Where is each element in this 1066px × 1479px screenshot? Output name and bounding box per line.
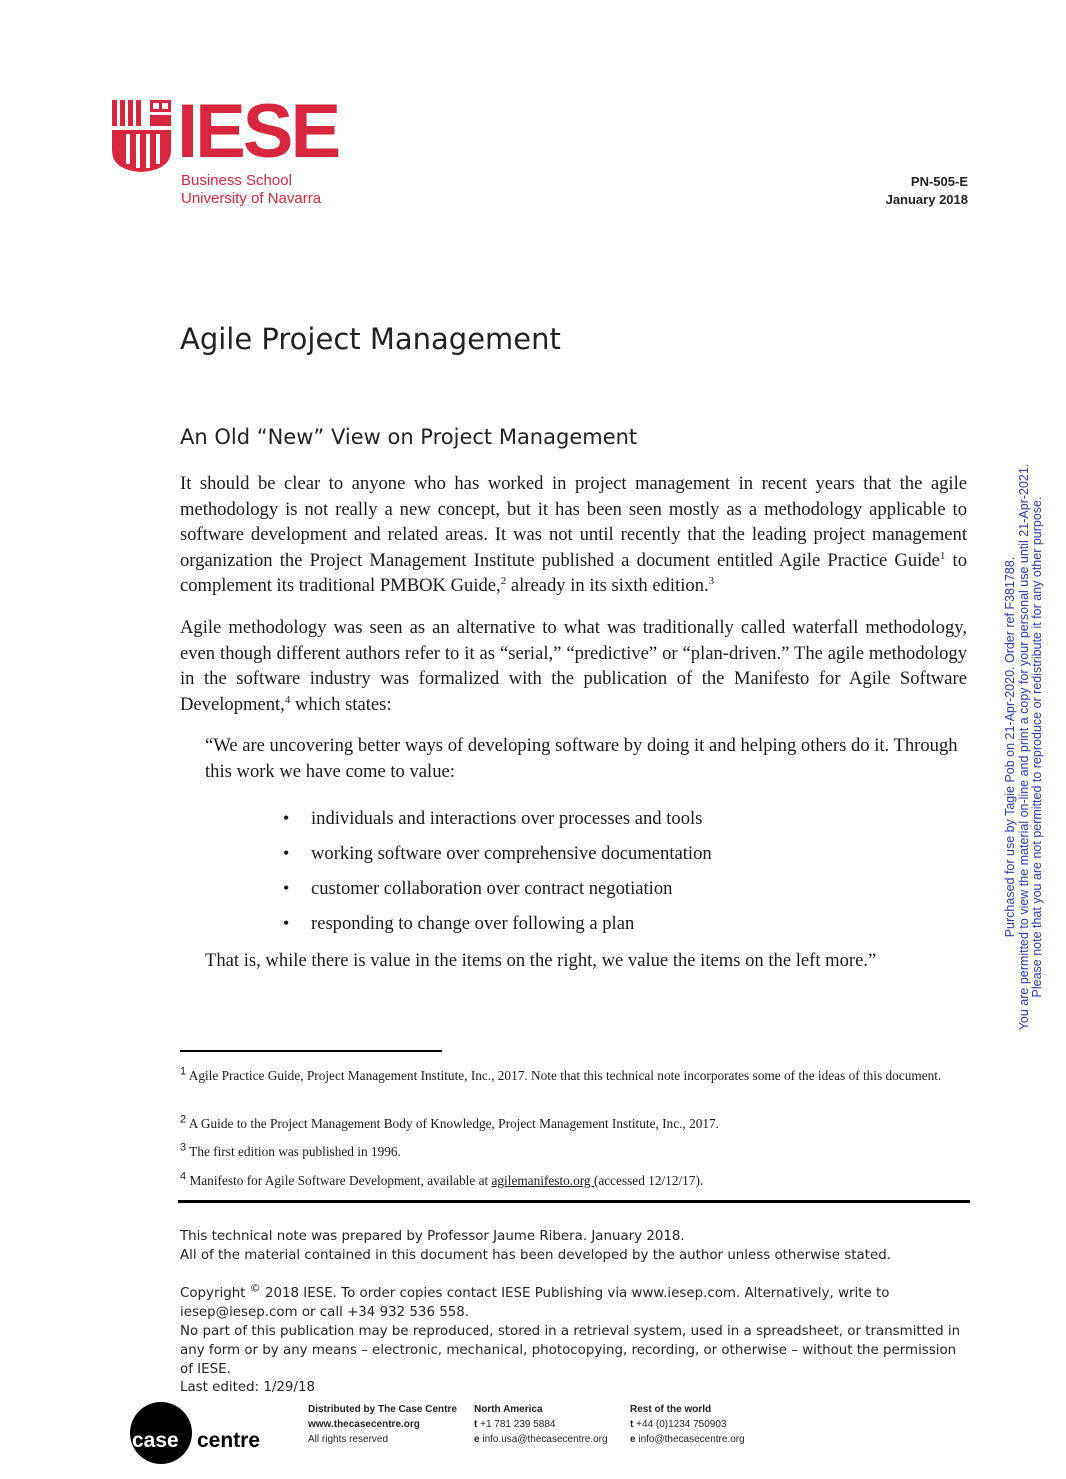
logo-case-text: case: [132, 1429, 179, 1452]
prepared-by-note: This technical note was prepared by Professor Jaume Ribera. January 2018. All of the material contained in this document has been developed by the author unless otherwise stated.: [180, 1229, 891, 1263]
footnote-ref-1: 1: [939, 549, 946, 562]
paragraph-1: It should be clear to anyone who has worked in project management in recent years that the agile methodology is not really a new concept, but it has been seen mostly as a methodology applicable to software development and related areas. It was not until recently that the leading project management organization the Project Management Institute published a document entitled Agile Practice Guide$^1$ to complement its traditional PMBOK Guide,$^2$ already in its sixth edition.$^3$: [180, 473, 967, 596]
last-edited: Last edited: 1/29/18: [180, 1380, 315, 1395]
manifesto-quote-intro: “We are uncovering better ways of developing software by doing it and helping others do it. Through this work we have come to value:: [205, 735, 958, 782]
footnote-4: $^4$ Manifesto for Agile Software Development, available at agilemanifesto.org (accessed 12/12/17).: [180, 1170, 704, 1188]
logo-subtitle: Business School University of Navarra: [181, 172, 322, 207]
purchase-watermark: Purchased for use by Tagie Pob on 21-Apr-2020. Order ref F381788. You are permitted to view the material on-line and print a copy for your personal use until 21-Apr-2021. Please note that you are not permitted to reproduce or redistribute it for any other purpose.: [1003, 463, 1044, 1031]
list-item: • customer collaboration over contract negotiation: [283, 871, 712, 906]
page-title: Agile Project Management: [180, 322, 561, 356]
footnote-ref-4: 4: [284, 693, 291, 706]
footnote-ref-3: 3: [708, 574, 715, 587]
section-divider: [178, 1200, 970, 1203]
logo-wordmark: IESE: [177, 89, 339, 174]
footnote-1: $^1$ Agile Practice Guide, Project Management Institute, Inc., 2017. Note that this technical note incorporates some of the ideas of this document.: [180, 1065, 942, 1083]
doc-date: January 2018: [885, 192, 968, 207]
footnote-ref-2: 2: [500, 574, 507, 587]
case-centre-logo: [130, 1402, 270, 1464]
doc-code: PN-505-E: [910, 174, 968, 189]
list-item: • responding to change over following a plan: [283, 906, 712, 941]
logo-centre-text: centre: [197, 1429, 261, 1452]
shield-icon: [112, 100, 171, 172]
footnote-2: $^2$ A Guide to the Project Management Body of Knowledge, Project Management Institute, Inc., 2017.: [180, 1113, 719, 1131]
agile-manifesto-link[interactable]: agilemanifesto.org: [491, 1173, 594, 1188]
case-centre-distribution: Distributed by The Case Centre www.thecasecentre.org All rights reserved: [308, 1404, 457, 1445]
list-item: • working software over comprehensive documentation: [283, 836, 712, 871]
footnote-divider: [180, 1050, 442, 1052]
case-centre-north-america: North America t +1 781 239 5884 e info.usa@thecasecentre.org: [474, 1404, 608, 1445]
section-title: An Old “New” View on Project Management: [180, 425, 638, 449]
manifesto-values-list: [283, 801, 712, 941]
list-item: • individuals and interactions over processes and tools: [283, 801, 712, 836]
footnote-3: $^3$ The first edition was published in 1996.: [180, 1141, 401, 1159]
document-id: [886, 173, 968, 209]
copyright-notice: Copyright © 2018 IESE. To order copies contact IESE Publishing via www.iesep.com. Alternatively, write to iesep@iesep.com or call +34 932 536 558. No part of this publication may be reproduced, stored in a retrieval system, used in a spreadsheet, or transmitted in any form or by any means – electronic, mechanical, photocopying, recording, or otherwise – without the permission of IESE.: [180, 1281, 961, 1377]
manifesto-quote-end: That is, while there is value in the items on the right, we value the items on the left more.”: [205, 950, 877, 971]
paragraph-2: Agile methodology was seen as an alternative to what was traditionally called waterfall methodology, even though different authors refer to it as “serial,” “predictive” or “plan-driven.” The agile methodology in the software industry was formalized with the publication of the Manifesto for Agile Software Development,$^4$ which states:: [180, 617, 967, 715]
case-centre-rest-of-world: Rest of the world t +44 (0)1234 750903 e info@thecasecentre.org: [630, 1404, 745, 1445]
